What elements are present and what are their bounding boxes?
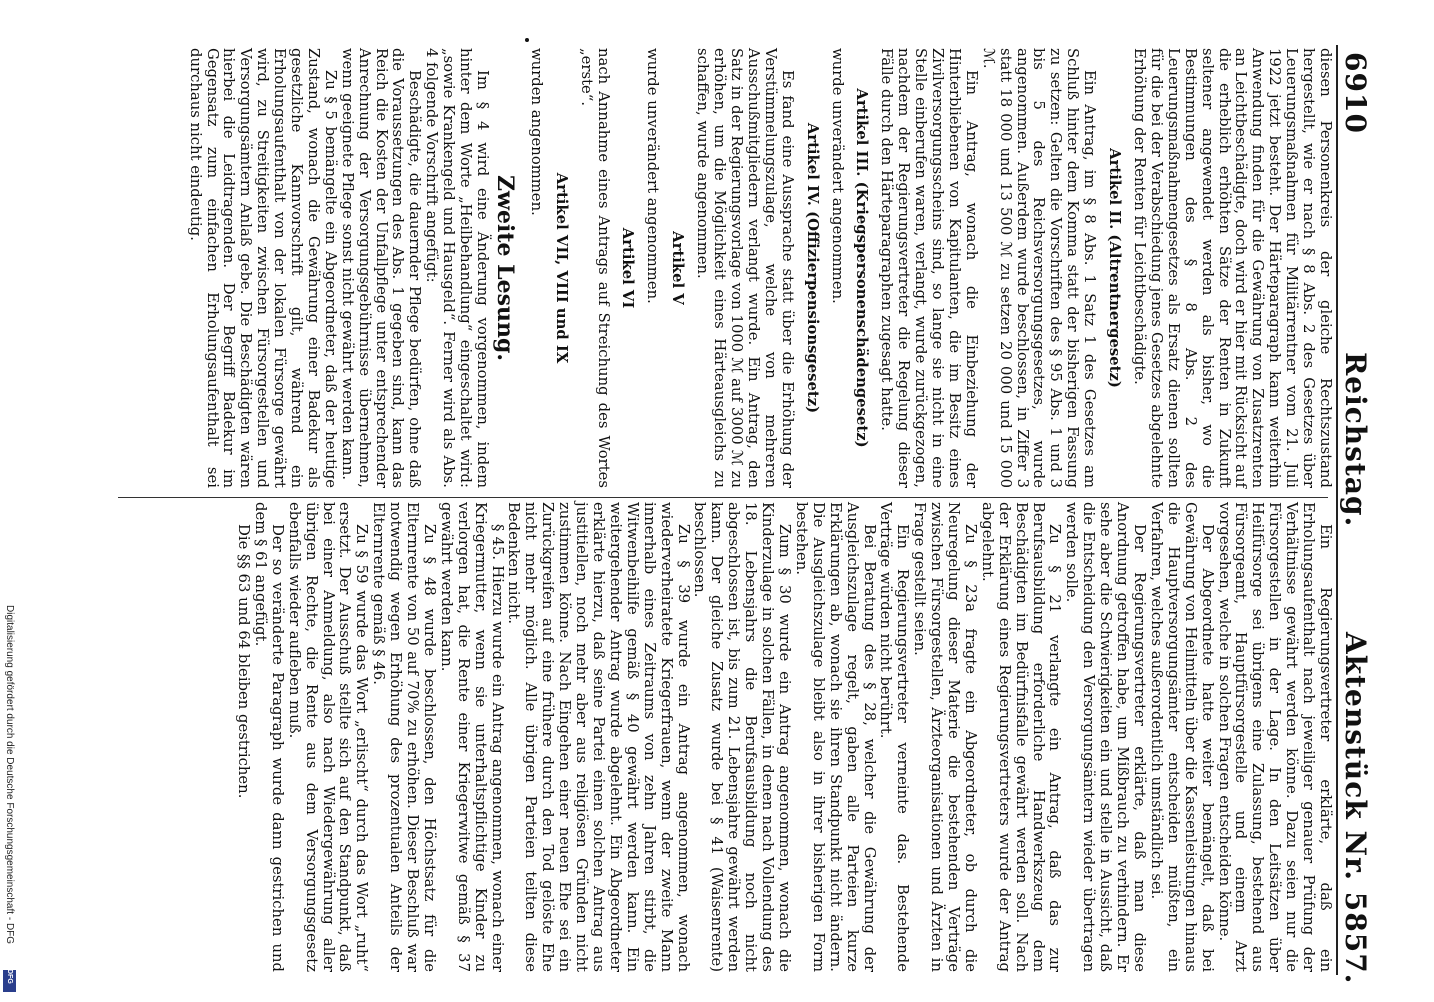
paragraph: nach Annahme eines Antrags auf Streichung des Wortes „erste“. [577,48,612,488]
margin-dot [525,38,529,42]
article-heading: Artikel III. (Kriegspersonenschädengesetz) [853,88,871,448]
paragraph: Der Abgeordnete hatte weiter bemängelt, daß bei Gewährung von Heilmitteln über die Kassenleistungen hinaus die Hauptversorgungsämter entscheiden müßten, ein Verfahren, welches außerordentlich umständlich sei. [1147,502,1216,972]
paragraph: Zum § 30 wurde ein Antrag angenommen, wonach die Kinderzulage in solchen Fällen, in denen nach Vollendung des 18. Lebensjahrs die Berufsausbildung noch nicht abgeschlossen ist, bis zum 21. Lebensjahre gewährt werden kann. Der gleiche Zusatz wurde bei § 41 (Waisenrente) beschlossen. [691,502,793,972]
page-number: 6910 [1339,52,1372,134]
paragraph: Ein Antrag, im § 8 Abs. 1 Satz 1 des Gesetzes am Schluß hinter dem Komma statt der bisherigen Fassung zu setzen: Gelten die Vorschriften des § 95 Abs. 1 und 3 bis 5 des Reichsversorgungsgesetzes, wurde angenommen. Außerdem wurde beschlossen, in Ziffer 3 statt 18 000 und 13 500 ℳ zu setzen 20 000 und 15 000 ℳ. [979,48,1099,488]
paragraph: Die §§ 63 und 64 bleiben gestrichen. [235,524,252,799]
paragraph: Zu § 21 verlangte ein Antrag, daß das zur Berufsausbildung erforderliche Handwerkszeug dem Beschädigten im Bedürfnisfalle gewährt werden soll. Nach der Erklärung eines Regierungsvertreters wurde der Antrag abgelehnt. [978,502,1064,972]
section-heading: Zweite Lesung. [491,174,518,362]
quoted-provision: Beschädigte, die dauernder Pflege bedürfen, ohne daß die Voraussetzungen des Abs. 1 gegeben sind, kann das Reich die Kosten der Unfallpflege unter entsprechender Anrechnung der Versorgungsgebührnisse übernehmen, wenn geeignete Pflege sonst nicht gewährt werden kann. [338,48,424,488]
paragraph: wurden angenommen. [527,48,545,216]
paragraph: Im § 4 wird eine Änderung vorgenommen, indem hinter dem Worte „Heilbehandlung“ eingeschaltet wird: „sowie Krankengeld und Hausgeld“. Ferner wird als Abs. 4 folgende Vorschrift angefügt: [423,48,492,488]
paragraph: Ein Antrag, wonach die Einbeziehung der Hinterbliebenen von Kapitulanten, die im Besitz eines Zivilversorgungsscheins sind, so lange sie nicht in eine Stelle einberufen waren, verlangt, wurde zurückgezogen, nachdem der Regierungsvertreter die Regelung dieser Fälle durch den Härteparagraphen zugesagt hatte. [878,48,980,488]
text-column-left [123,48,1333,488]
paragraph: Der Regierungsvertreter erklärte, daß man diese Anordnung getroffen habe, um Mißbrauch zu verhindern. Er sehe aber die Schwierigkeiten ein und stelle in Aussicht, daß die Entscheidung den Versorgungsämtern wieder übertragen werden solle. [1063,502,1149,972]
article-heading: Artikel II. (Altrentnergesetz) [1106,148,1124,388]
text-column-right [123,502,1333,972]
paragraph: § 45. Hierzu wurde ein Antrag angenommen, wonach einer Kriegermutter, wenn sie unterhaltspflichtige Kinder zu verlorgen hat, die Rente einer Kriegerwitwe gemäß § 37 gewährt werden kann. [437,502,506,972]
paragraph: Bei Beratung des § 28, welcher die Gewährung der Ausgleichszulage regelt, gaben alle Parteien kurze Erklärungen ab, wonach sie ihren Standpunkt nicht ändern. Die Ausgleichszulage bleibt also in ihrer bisherigen Form bestehen. [792,502,878,972]
paragraph: Es fand eine Aussprache statt über die Erhöhung der Verstümmelungszulage, welche von mehreren Ausschußmitgliedern verlangt wurde. Ein Antrag, den Satz in der Regierungsvorlage von 1000 ℳ auf 3000 ℳ zu erhöhen, um die Möglichkeit eines Härteausgleichs zu schaffen, wurde angenommen. [694,48,796,488]
dfg-logo [3,970,16,992]
article-heading: Artikel IV. (Offizierpensionsgesetz) [803,122,821,414]
paragraph: diesen Personenkreis der gleiche Rechtszustand hergestellt, wie er nach § 8 Abs. 2 des Gesetzes über Leuerungsmaßnahmen für Militärrentner vom 21. Juli 1922 jetzt besteht. Der Härteparagraph kann weiterhin Anwendung finden für die Gewährung von Zusatzrenten an Leichtbeschädigte, doch wird er hier mit Rücksicht auf die erheblich erhöhten Sätze der Renten in Zukunft seltener angewendet werden als bisher, wo die Bestimmungen des § 8 Abs. 2 des Leuerungsmaßnahmengesetzes als Ersatz dienen sollten für die bei der Verabschiedung jenes Gesetzes abgelehnte Erhöhung der Renten für Leichtbeschädigte. [1131,48,1334,488]
header-document-number: Aktenstück Nr. 5857. [1339,632,1372,985]
article-heading: Artikel V [669,231,687,305]
paragraph: wurde unverändert angenommen. [828,48,846,304]
dfg-logo-text: DFG [6,969,13,984]
paragraph: Zu § 59 wurde das Wort „erlischt“ durch das Wort „ruht“ ersetzt. Der Ausschuß stellte sich auf den Standpunkt, daß bei einer Anmeldung, also nach Wiedergewährung aller übrigen Rechte, die Rente aus dem Versorgungsgesetz ebenfalls wieder aufleben muß. [285,502,371,972]
paragraph: Zu § 23a fragte ein Abgeordneter, ob durch die Neuregelung dieser Materie die bestehenden Verträge zwischen Fürsorgestellen, Ärzteorganisationen und Ärzten in Frage gestellt seien. [911,502,979,972]
article-heading: Artikel VII, VIII und IX [552,172,570,364]
paragraph: Ein Regierungsvertreter erklärte, daß ein Erholungsaufenthalt nach jeweiliger genauer Prüfung der Verhältnisse gewährt werden könne. Dazu seien nur die Fürsorgestellen in der Lage. In den Leitsätzen über Heilfürsorge sei übrigens eine Zulassung, bestehend aus Fürsorgeamt, Hauptfürsorgestelle und einem Arzt vorgesehen, welche in solchen Fragen entscheiden könne. [1215,502,1334,972]
digitization-credit: Digitalisierung gefördert durch die Deutsche Forschungsgemeinschaft - DFG [4,605,15,945]
paragraph: Zu § 5 bemängelte ein Abgeordneter, daß der heutige Zustand, wonach die Gewährung einer Badekur als gesetzliche Kannvorschrift gilt, während ein Erholungsaufenthalt von der lokalen Fürsorge gewährt wird, zu Streitigkeiten zwischen Fürsorgestellen und Versorgungsämtern Anlaß gebe. Die Beschädigten wären hierbei die Leidtragenden. Der Begriff Badekur im Gegensatz zum einfachen Erholungsaufenthalt sei durchaus nicht eindeutig. [186,48,339,488]
page-header [1338,52,1378,1002]
article-heading: Artikel VI [619,227,637,309]
paragraph: Zu § 48 wurde beschlossen, den Höchstsatz für die Elternrente von 50 auf 70% zu erhöhen. Dieser Beschluß war notwendig wegen Erhöhung des prozentualen Anteils der Elternrente gemäß § 46. [370,502,438,972]
header-title: Reichstag. [1339,352,1372,528]
header-rule [1336,45,1338,975]
paragraph: Ein Regierungsvertreter verneinte das. Bestehende Verträge würden nicht berührt. [877,502,912,972]
paragraph: Der so veränderte Paragraph wurde dann gestrichen und dem § 61 angefügt. [251,502,286,972]
column-divider [118,497,1328,498]
paragraph: Zu § 39 wurde ein Antrag angenommen, wonach wiederverheiratete Kriegerfrauen, wenn der zweite Mann innerhalb eines Zeitraums von zehn Jahren stirbt, die Witwenbeihilfe gemäß § 40 gewährt werden kann. Ein weitergehender Antrag wurde abgelehnt. Ein Abgeordneter erklärte hierzu, daß seine Partei einen solchen Antrag aus justitiellen, noch mehr aber aus religiösen Gründen nicht zustimmen könne. Nach Eingehen einer neuen Ehe sei ein Zurückgreifen auf eine frühere durch den Tod gelöste Ehe nicht mehr möglich. Alle übrigen Parteien teilten diese Bedenken nicht. [505,502,692,972]
paragraph: wurde unverändert angenommen. [644,48,662,304]
